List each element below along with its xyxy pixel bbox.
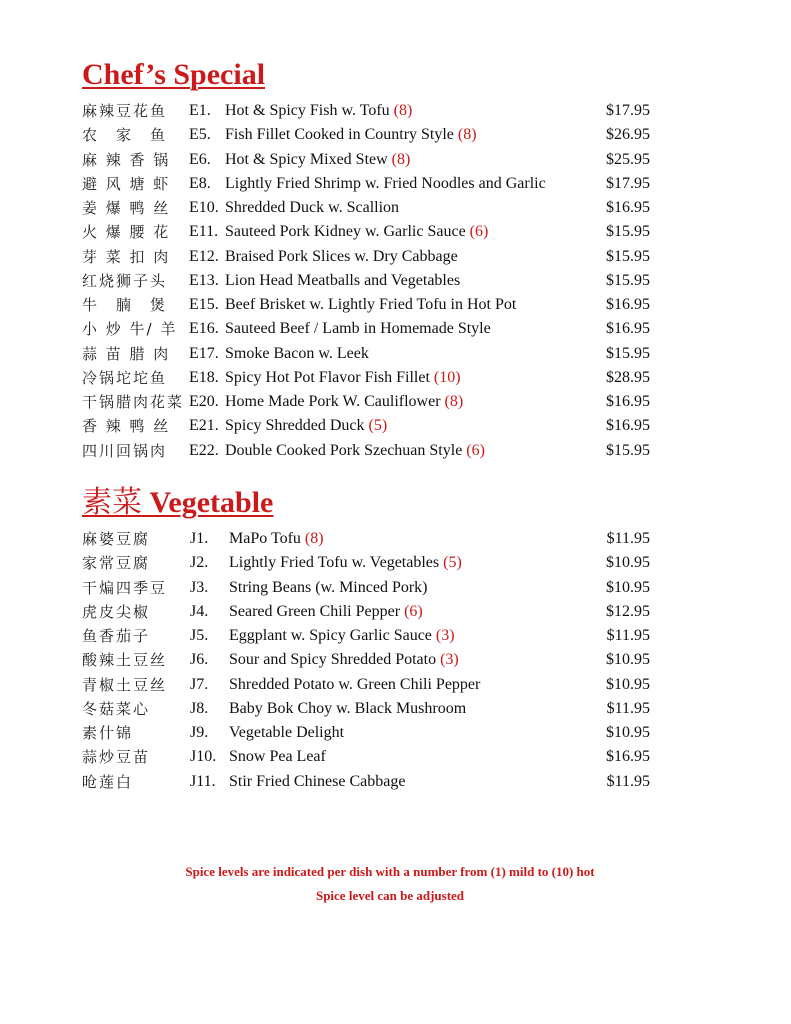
dish-price: $11.95	[606, 772, 650, 790]
vegetable-title-en: Vegetable	[149, 486, 274, 519]
dish-price: $15.95	[606, 271, 650, 289]
menu-item	[82, 697, 662, 721]
menu-item	[82, 673, 662, 697]
dish-price: $10.95	[606, 554, 650, 572]
dish-name-with-spice	[229, 648, 459, 672]
dish-english-name: Vegetable Delight	[229, 724, 345, 741]
dish-chinese-name: 四川回锅肉	[82, 441, 168, 460]
dish-english-name: Lightly Fried Shrimp w. Fried Noodles and Garlic	[225, 174, 546, 192]
dish-name-with-spice	[225, 390, 463, 414]
menu-item	[82, 414, 662, 438]
dish-price: $17.95	[606, 102, 650, 119]
dish-chinese-name: 香 辣 鸭 丝	[82, 417, 171, 436]
dish-code: E8.	[189, 174, 211, 192]
dish-chinese-name: 素什锦	[82, 724, 134, 742]
dish-code: J7.	[190, 675, 209, 693]
dish-english-name: Shredded Potato w. Green Chili Pepper	[229, 675, 481, 693]
chefs-special-list	[82, 99, 662, 463]
spice-adjust-note: Spice level can be adjusted	[315, 888, 465, 903]
dish-chinese-name: 小 炒 牛/ 羊	[82, 320, 178, 339]
menu-item	[82, 576, 662, 600]
menu-item	[82, 172, 662, 196]
dish-price: $16.95	[606, 417, 650, 435]
dish-english-name: Spicy Shredded Duck	[225, 417, 365, 435]
dish-english-name: Lion Head Meatballs and Vegetables	[225, 271, 461, 289]
chefs-special-title	[82, 58, 265, 92]
dish-price: $15.95	[606, 441, 650, 459]
spice-level: (5)	[443, 554, 462, 572]
dish-chinese-name: 冷锅坨坨鱼	[82, 368, 168, 387]
dish-code: J5.	[190, 627, 209, 644]
dish-code: E18.	[189, 368, 219, 386]
spice-level: (8)	[457, 126, 477, 144]
menu-item	[82, 99, 662, 123]
menu-item	[82, 390, 662, 414]
dish-chinese-name: 虎皮尖椒	[82, 602, 151, 621]
dish-price: $16.95	[606, 199, 650, 216]
dish-price: $15.95	[606, 344, 650, 362]
dish-chinese-name: 麻 辣 香 锅	[82, 150, 171, 169]
dish-name-with-spice	[225, 99, 412, 123]
dish-english-name: MaPo Tofu	[229, 530, 301, 547]
dish-code: E16.	[189, 320, 219, 338]
dish-english-name: Shredded Duck w. Scallion	[225, 199, 400, 216]
dish-chinese-name: 牛 腩 煲	[82, 296, 168, 314]
dish-chinese-name: 鱼香茄子	[82, 627, 151, 645]
menu-item	[82, 366, 662, 390]
dish-name-with-spice	[225, 414, 387, 438]
dish-english-name: Fish Fillet Cooked in Country Style	[225, 126, 454, 144]
vegetable-title-cn: 素菜	[82, 485, 142, 520]
dish-english-name: Home Made Pork W. Cauliflower	[225, 393, 441, 410]
dish-price: $15.95	[606, 223, 650, 241]
dish-english-name: Double Cooked Pork Szechuan Style	[225, 441, 463, 459]
dish-price: $16.95	[606, 320, 650, 338]
dish-name-with-spice	[229, 551, 462, 575]
dish-english-name: Hot & Spicy Fish w. Tofu	[225, 102, 390, 119]
menu-item	[82, 551, 662, 575]
dish-price: $11.95	[606, 530, 650, 547]
dish-price: $16.95	[606, 748, 650, 766]
dish-code: E1.	[189, 102, 211, 119]
dish-name-with-spice	[229, 600, 423, 624]
dish-code: E6.	[189, 150, 211, 168]
dish-price: $10.95	[606, 651, 650, 669]
menu-item	[82, 196, 662, 220]
dish-english-name: Sour and Spicy Shredded Potato	[229, 651, 437, 669]
menu-item	[82, 220, 662, 244]
dish-code: E11.	[189, 223, 219, 241]
dish-code: E12.	[189, 247, 219, 265]
dish-code: E21.	[189, 417, 219, 435]
dish-english-name: Snow Pea Leaf	[229, 748, 326, 766]
dish-price: $26.95	[606, 126, 650, 144]
spice-level: (6)	[404, 602, 423, 620]
dish-code: E13.	[189, 271, 219, 289]
dish-english-name: Sauteed Beef / Lamb in Homemade Style	[225, 320, 491, 338]
dish-chinese-name: 酸辣土豆丝	[82, 651, 168, 670]
dish-chinese-name: 避 风 塘 虾	[82, 174, 171, 193]
dish-price: $15.95	[606, 247, 650, 265]
dish-code: E22.	[189, 441, 219, 459]
dish-chinese-name: 麻婆豆腐	[82, 530, 151, 548]
dish-chinese-name: 呛莲白	[82, 772, 134, 791]
menu-item	[82, 293, 662, 317]
dish-english-name: Stir Fried Chinese Cabbage	[229, 772, 406, 790]
dish-english-name: Braised Pork Slices w. Dry Cabbage	[225, 247, 458, 265]
dish-chinese-name: 干锅腊肉花菜	[82, 393, 185, 411]
dish-price: $10.95	[606, 578, 650, 596]
spice-level: (6)	[469, 223, 489, 241]
vegetable-title	[82, 486, 273, 520]
spice-level: (8)	[304, 530, 324, 547]
menu-item	[82, 269, 662, 293]
dish-name-with-spice	[229, 527, 324, 551]
menu-item	[82, 624, 662, 648]
menu-item	[82, 245, 662, 269]
dish-code: J10.	[190, 748, 217, 766]
dish-english-name: Lightly Fried Tofu w. Vegetables	[229, 554, 440, 572]
menu-item	[82, 342, 662, 366]
dish-chinese-name: 芽 菜 扣 肉	[82, 247, 171, 266]
dish-name-with-spice	[229, 624, 455, 648]
dish-name-with-spice	[225, 220, 488, 244]
dish-english-name: Baby Bok Choy w. Black Mushroom	[229, 699, 467, 717]
dish-price: $12.95	[606, 602, 650, 620]
dish-english-name: Spicy Hot Pot Flavor Fish Fillet	[225, 368, 430, 386]
dish-code: J3.	[190, 578, 209, 596]
dish-chinese-name: 农 家 鱼	[82, 126, 168, 145]
spice-level: (8)	[444, 393, 464, 410]
dish-chinese-name: 姜 爆 鸭 丝	[82, 199, 171, 217]
dish-chinese-name: 麻辣豆花鱼	[82, 102, 168, 120]
menu-item	[82, 745, 662, 769]
menu-item	[82, 148, 662, 172]
dish-name-with-spice	[225, 439, 485, 463]
spice-level: (3)	[435, 627, 455, 644]
dish-price: $10.95	[606, 724, 650, 741]
menu-item	[82, 600, 662, 624]
dish-chinese-name: 火 爆 腰 花	[82, 223, 171, 242]
menu-item	[82, 527, 662, 551]
dish-code: J6.	[190, 651, 209, 669]
menu-item	[82, 123, 662, 147]
dish-code: E5.	[189, 126, 211, 144]
spice-level: (6)	[466, 441, 485, 459]
dish-english-name: Eggplant w. Spicy Garlic Sauce	[229, 627, 432, 644]
dish-code: E10.	[189, 199, 219, 216]
dish-name-with-spice	[225, 366, 461, 390]
chefs-special-title-text: Chef’s Special	[82, 58, 266, 91]
spice-level: (8)	[391, 150, 411, 168]
dish-chinese-name: 蒜炒豆苗	[82, 748, 151, 767]
dish-price: $17.95	[606, 174, 650, 192]
dish-code: J2.	[190, 554, 209, 572]
dish-name-with-spice	[225, 123, 477, 147]
dish-price: $28.95	[606, 368, 650, 386]
dish-english-name: Hot & Spicy Mixed Stew	[225, 150, 388, 168]
dish-name-with-spice	[225, 148, 410, 172]
dish-price: $16.95	[606, 393, 650, 410]
dish-chinese-name: 蒜 苗 腊 肉	[82, 344, 171, 363]
dish-chinese-name: 冬菇菜心	[82, 699, 151, 718]
menu-item	[82, 648, 662, 672]
dish-price: $16.95	[606, 296, 650, 313]
dish-chinese-name: 家常豆腐	[82, 554, 151, 573]
dish-code: J9.	[190, 724, 209, 741]
menu-item	[82, 770, 662, 794]
dish-chinese-name: 红烧狮子头	[82, 271, 168, 290]
dish-price: $25.95	[606, 150, 650, 168]
dish-code: J1.	[190, 530, 209, 547]
dish-code: E17.	[189, 344, 219, 362]
dish-price: $10.95	[606, 675, 650, 693]
spice-level: (8)	[393, 102, 413, 119]
menu-item	[82, 317, 662, 341]
dish-english-name: String Beans (w. Minced Pork)	[229, 578, 428, 596]
dish-english-name: Seared Green Chili Pepper	[229, 602, 401, 620]
dish-chinese-name: 青椒土豆丝	[82, 675, 168, 694]
vegetable-list	[82, 527, 662, 794]
spice-level: (3)	[440, 651, 459, 669]
dish-code: J4.	[190, 602, 209, 620]
dish-code: E15.	[189, 296, 219, 313]
dish-price: $11.95	[606, 699, 650, 717]
dish-code: E20.	[189, 393, 219, 410]
dish-english-name: Beef Brisket w. Lightly Fried Tofu in Hot Pot	[225, 296, 517, 313]
spice-level: (10)	[433, 368, 461, 386]
dish-english-name: Smoke Bacon w. Leek	[225, 344, 369, 362]
dish-code: J8.	[190, 699, 209, 717]
dish-code: J11.	[190, 772, 216, 790]
dish-price: $11.95	[606, 627, 650, 644]
dish-english-name: Sauteed Pork Kidney w. Garlic Sauce	[225, 223, 466, 241]
dish-chinese-name: 干煸四季豆	[82, 578, 168, 597]
menu-item	[82, 721, 662, 745]
spice-note: Spice levels are indicated per dish with a number from (1) mild to (10) hot	[185, 864, 595, 879]
menu-item	[82, 439, 662, 463]
spice-level: (5)	[368, 417, 388, 435]
